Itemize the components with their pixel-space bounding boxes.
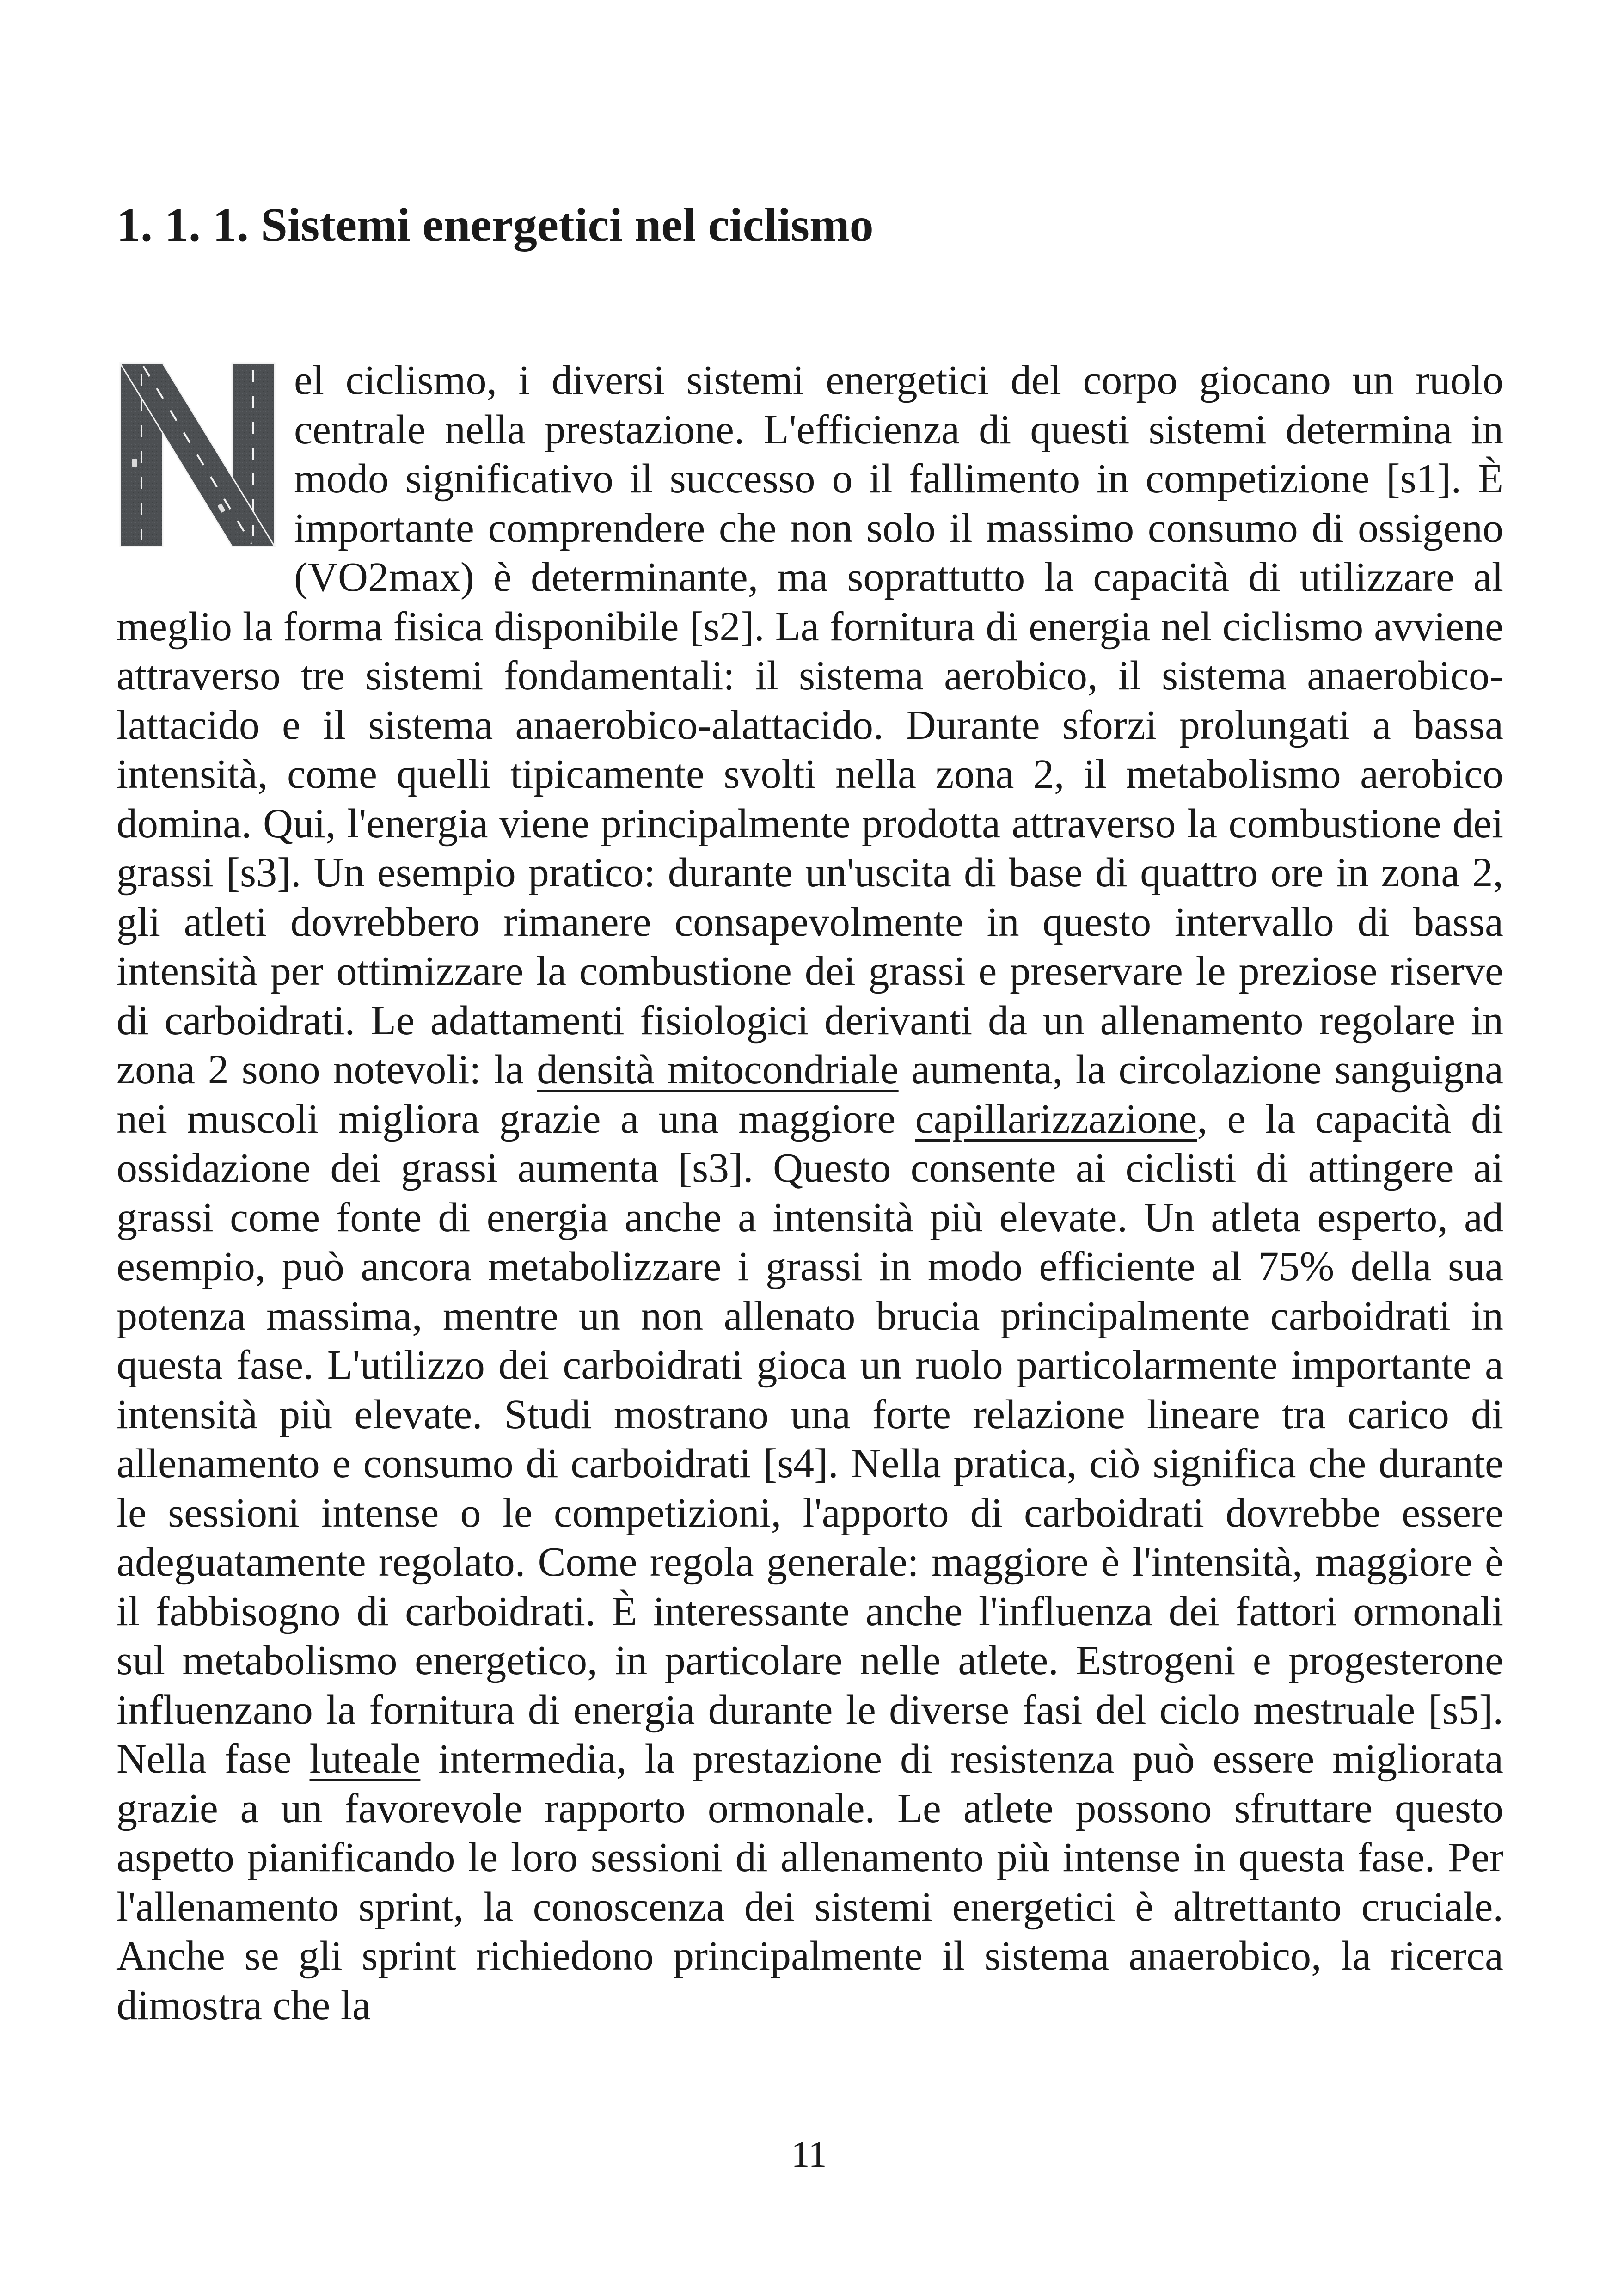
term-link-densita-mitocondriale[interactable]: densità mitocondriale [537, 1047, 899, 1093]
road-letter-icon [116, 360, 278, 550]
term-link-capillarizzazione[interactable]: capillarizzazione [915, 1096, 1197, 1142]
text-run: intermedia, la prestazione di resistenza può essere migliorata grazie a un favorevole rapporto ormonale. Le atlete possono sfruttare questo aspetto pianificando le loro sessioni di allenamento più intense in questa fase. Per l'allenamento sprint, la conoscenza dei sistemi energetici è altrettanto cruciale. Anche se gli sprint richiedono principalmente il sistema anaerobico, la ricerca dimostra che la [116, 1736, 1503, 2028]
page-number: 11 [791, 2134, 827, 2175]
text-run: el ciclismo, i diversi sistemi energetici del corpo giocano un ruolo centrale nella prestazione. L'efficienza di questi sistemi determina in modo significativo il successo o il fallimento in competizione [s1]. È importante comprendere che non solo il massimo consumo di ossigeno (VO2max) è determinante, ma soprattutto la capacità di utilizzare al meglio la forma fisica disponibile [s2]. La fornitura di energia nel ciclismo avviene attraverso tre sistemi fondamentali: il sistema aerobico, il sistema anaerobico-lattacido e il sistema anaerobico-alattacido. Durante sforzi prolungati a bassa intensità, come quelli tipicamente svolti nella zona 2, il metabolismo aerobico domina. Qui, l'energia viene principalmente prodotta attraverso la combustione dei grassi [s3]. Un esempio pratico: durante un'uscita di base di quattro ore in zona 2, gli atleti dovrebbero rimanere consapevolmente in questo intervallo di bassa intensità per ottimizzare la combustione dei grassi e preservare le preziose riserve di carboidrati. Le adattamenti fisiologici derivanti da un allenamento regolare in zona 2 sono notevoli: la [116, 357, 1503, 1093]
term-link-luteale[interactable]: luteale [309, 1736, 421, 1782]
text-run: , e la capacità di ossidazione dei grassi aumenta [s3]. Questo consente ai ciclisti di attingere ai grassi come fonte di energia anche a intensità più elevate. Un atleta esperto, ad esempio, può ancora metabolizzare i grassi in modo efficiente al 75% della sua potenza massima, mentre un non allenato brucia principalmente carboidrati in questa fase. L'utilizzo dei carboidrati gioca un ruolo particolarmente importante a intensità più elevate. Studi mostrano una forte relazione lineare tra carico di allenamento e consumo di carboidrati [s4]. Nella pratica, ciò significa che durante le sessioni intense o le competizioni, l'apporto di carboidrati dovrebbe essere adeguatamente regolato. Come regola generale: maggiore è l'intensità, maggiore è il fabbisogno di carboidrati. È interessante anche l'influenza dei fattori ormonali sul metabolismo energetico, in particolare nelle atlete. Estrogeni e progesterone influenzano la fornitura di energia durante le diverse fasi del ciclo mestruale [s5]. Nella fase [116, 1096, 1503, 1782]
body-paragraph [116, 356, 1503, 2030]
text-run: aumenta, la circolazione sanguigna nei muscoli migliora grazie a una maggiore [116, 1047, 1503, 1142]
dropcap-road-letter-n [116, 360, 278, 559]
section-heading: 1. 1. 1. Sistemi energetici nel ciclismo [116, 198, 874, 252]
